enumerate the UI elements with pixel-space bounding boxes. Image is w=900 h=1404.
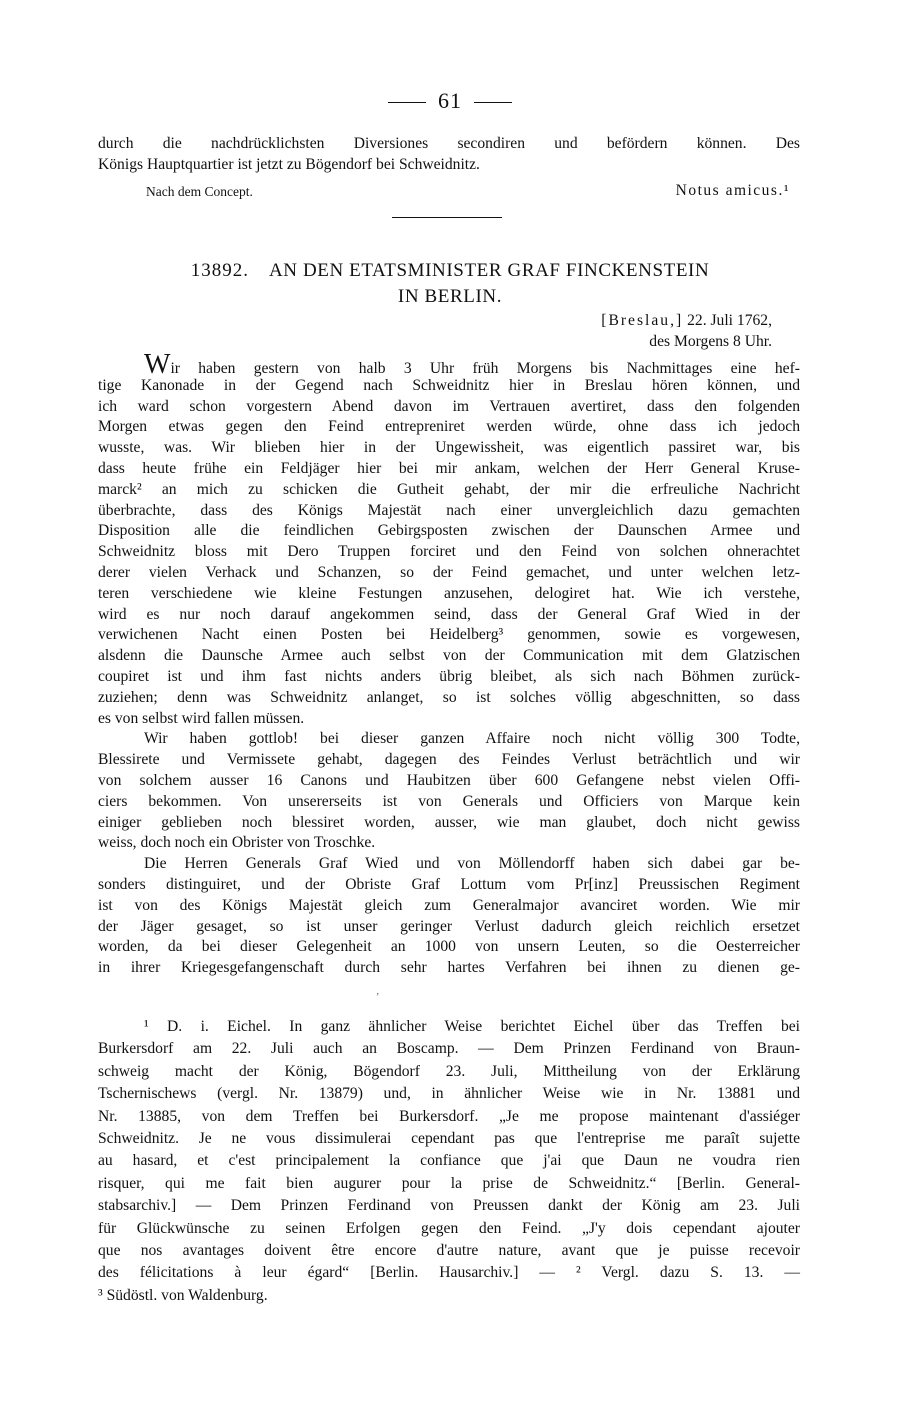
header-dash-right [474, 102, 512, 103]
body-line: in ihrer Kriegesgefangenschaft durch sehr hartes Verfahren bei ihnen zu dienen ge- [98, 959, 800, 977]
letter-body [98, 349, 800, 979]
body-line: alsdenn die Daunsche Armee auch selbst von der Communication mit dem Glatzischen [98, 647, 800, 665]
footnote-line: que nos avantages doivent être encore d'autre nature, avant que je puisse recevoir [98, 1241, 800, 1259]
page-number: 61 [438, 88, 462, 113]
body-line: Morgen etwas gegen den Feind entrepreniret werden würde, ohne dass ich jedoch [98, 418, 800, 436]
footnote-line: des félicitations à leur égard“ [Berlin. Hausarchiv.] — ² Vergl. dazu S. 13. — [98, 1264, 800, 1282]
body-line: dass heute frühe ein Feldjäger hier bei mir ankam, welchen der Herr General Kruse- [98, 459, 800, 477]
footnote-line: Tschernischews (vergl. Nr. 13879) und, in ähnlicher Weise wie in Nr. 13881 und [98, 1085, 800, 1103]
body-line: coupiret ist und ihm fast nichts anders übrig bleibet, als sich nach Böhmen zurück- [98, 667, 800, 685]
section-divider [392, 217, 502, 218]
body-line: ich ward schon vorgestern Abend davon im Vertrauen avertiret, dass den folgenden [98, 397, 800, 415]
body-line: wird es nur noch darauf angekommen seind, dass der General Graf Wied in der [98, 605, 800, 623]
body-line-text: ir haben gestern von halb 3 Uhr früh Morgens bis Nachmittages eine hef- [170, 360, 800, 377]
header-dash-left [388, 102, 426, 103]
intro-text [98, 134, 800, 176]
footnote-line: schweig macht der König, Bögendorf 23. Juli, Mittheilung von der Erklärung [98, 1062, 800, 1080]
body-line: Wir haben gottlob! bei dieser ganzen Affaire noch nicht völlig 300 Todte, [144, 730, 800, 748]
footnote-line: au hasard, et c'est principalement la confiance que j'ai que Daun ne voudra rien [98, 1152, 800, 1170]
letter-heading [0, 260, 900, 282]
footnote-line: stabsarchiv.] — Dem Prinzen Ferdinand von Preussen dankt der König am 23. Juli [98, 1197, 800, 1215]
footnote-line: ¹ D. i. Eichel. In ganz ähnlicher Weise berichtet Eichel über das Treffen bei [144, 1018, 800, 1035]
source-note: Nach dem Concept. [146, 184, 253, 199]
letter-number: 13892. [190, 260, 249, 281]
body-line: von solchem ausser 16 Canons und Haubitzen über 600 Gefangene nebst vielen Offi- [98, 771, 800, 789]
footnote-line: Schweidnitz. Je ne vous dissimulerai cependant pas que l'entreprise me paraît sujette [98, 1129, 800, 1147]
footnote-line: für Glückwünsche zu seinen Erfolgen gegen den Feind. „J'y dois cependant ajouter [98, 1219, 800, 1237]
body-line: Disposition alle die feindlichen Gebirgsposten zwischen der Daunschen Armee und [98, 522, 800, 540]
page-header [0, 88, 900, 114]
footnotes [98, 1016, 800, 1307]
dateline [601, 310, 772, 352]
drop-cap: W [144, 349, 171, 380]
body-line: zuziehen; denn was Schweidnitz anlanget, so ist solches völlig abgeschnitten, so dass [98, 688, 800, 706]
body-line: verwichenen Nacht einen Posten bei Heidelberg³ genommen, sowie es vorgewesen, [98, 626, 800, 644]
body-line: Die Herren Generals Graf Wied und von Möllendorff haben sich dabei gar be- [144, 855, 800, 873]
body-line: Schweidnitz bloss mit Dero Truppen forciret und den Feind von solchen ohnerachtet [98, 543, 800, 561]
heading-line-2: IN BERLIN. [397, 286, 503, 307]
body-line: wusste, was. Wir blieben hier in der Ungewissheit, was eigentlich passiret war, bis [98, 439, 800, 457]
body-line: derer vielen Verhack und Schanzen, so der Feind gemachet, und unter welchen letz- [98, 563, 800, 581]
body-line: worden, da bei dieser Gelegenheit an 1000 von unsern Leuten, so die Oesterreicher [98, 938, 800, 956]
footnote-line: Burkersdorf am 22. Juli auch an Boscamp. — Dem Prinzen Ferdinand von Braun- [98, 1040, 800, 1058]
body-line: weiss, doch noch ein Obrister von Troschke. [98, 834, 376, 852]
body-line: marck² an mich zu schicken die Gutheit gehabt, der mir die erfreuliche Nachricht [98, 480, 800, 498]
footnote-separator-mark: ’ [376, 992, 380, 1003]
dateline-place: [Breslau,] [601, 312, 684, 329]
body-line: Blessirete und Vermissete gehabt, dagegen des Feindes Verlust beträchtlich und wir [98, 751, 800, 769]
dateline-date: 22. Juli 1762, [687, 312, 772, 329]
body-line: überbrachte, dass des Königs Majestät nach einer unvergleichlich dazu gemachten [98, 501, 800, 519]
intro-line: durch die nachdrücklichsten Diversiones secondiren und befördern können. Des [98, 135, 800, 152]
body-line [98, 349, 800, 380]
footnote-line: Nr. 13885, von dem Treffen bei Burkersdorf. „Je me propose maintenant d'assiéger [98, 1107, 800, 1125]
body-line: tige Kanonade in der Gegend nach Schweidnitz hier in Breslau hören können, und [98, 376, 800, 394]
body-line: ist von des Königs Majestät gleich zum Generalmajor avanciret worden. Wie mir [98, 896, 800, 914]
body-line: der Jäger gesaget, so ist unser geringer Verlust dadurch gleich reichlich ersetzet [98, 917, 800, 935]
footnote-line: risquer, qui me fait bien augurer pour la prise de Schweidnitz.“ [Berlin. General- [98, 1174, 800, 1192]
body-line: ciers bekommen. Von unsererseits ist von Generals und Officiers von Marque kein [98, 792, 800, 810]
signature: Notus amicus.¹ [675, 182, 790, 199]
body-line: einiger geblieben noch blessiret worden, ausser, wie man glaubet, doch nicht gewiss [98, 813, 800, 831]
heading-line-1: AN DEN ETATSMINISTER GRAF FINCKENSTEIN [268, 260, 710, 281]
dateline-time: des Morgens 8 Uhr. [649, 333, 772, 350]
body-line: es von selbst wird fallen müssen. [98, 709, 305, 727]
body-line: teren verschiedene wie kleine Festungen anzusehen, delogiret hat. Wie ich verstehe, [98, 584, 800, 602]
signature-row [146, 182, 800, 206]
body-line: sonders distinguiret, und der Obriste Graf Lottum vom Pr[inz] Preussischen Regiment [98, 875, 800, 893]
intro-line: Königs Hauptquartier ist jetzt zu Bögendorf bei Schweidnitz. [98, 155, 480, 173]
footnote-line: ³ Südöstl. von Waldenburg. [98, 1286, 268, 1304]
